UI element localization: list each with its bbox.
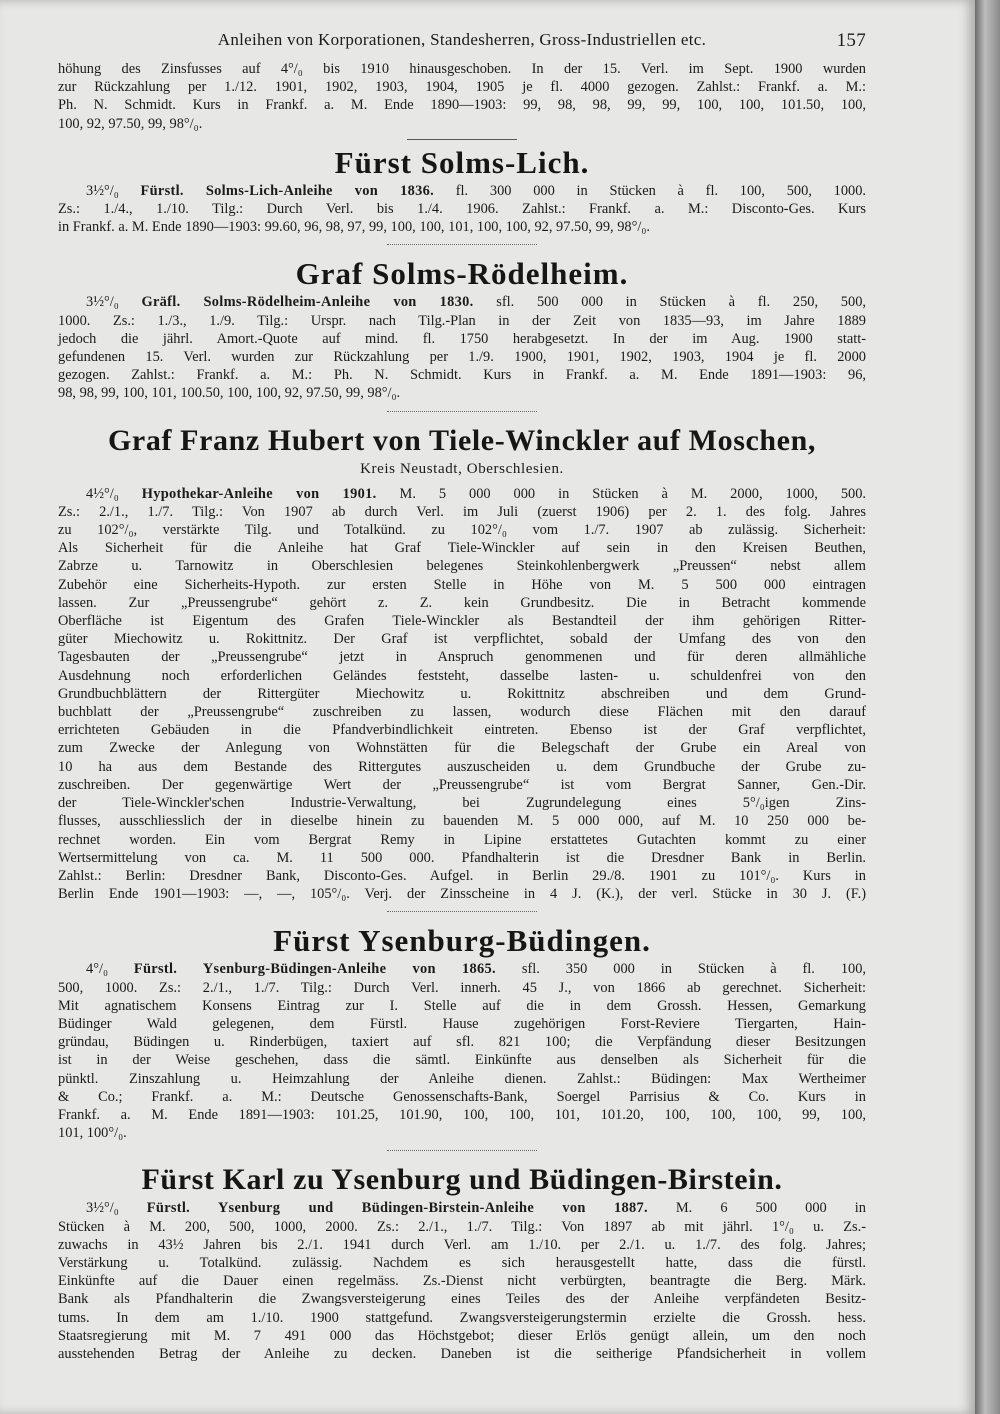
text-line: zur Rückzahlung per 1./12. 1901, 1902, 1903, 1904, 1905 je fl. 4000 gezogen. Zahlst.: Frankf. a. M.: — [58, 79, 866, 96]
loan-name: Hypothekar-Anleihe von 1901. — [141, 485, 377, 502]
text-line: Zabrze u. Tarnowitz in Oberschlesien belegenes Steinkohlenbergwerk „Preussen“ nebst allem — [58, 558, 866, 575]
intro-paragraph — [58, 60, 866, 133]
text-line: Zs.: 2./1., 1./7. Tilg.: Von 1907 ab durch Verl. im Juli (zuerst 1906) per 2. 1. des folg. Jahres — [58, 503, 866, 520]
text-line: jedoch die jährl. Amort.-Quote auf mind. fl. 1750 herabgesetzt. In der im Aug. 1900 statt- — [58, 330, 866, 347]
text-line: Zahlst.: Berlin: Dresdner Bank, Disconto-Ges. Aufgel. in Berlin 29./8. 1901 zu 101°/₀. Kurs in — [58, 867, 866, 884]
lead-rest: M. 6 500 000 in — [675, 1200, 866, 1217]
text-line: 500, 1000. Zs.: 2./1., 1./7. Tilg.: Durch Verl. innerh. 45 J., von 1866 ab gerechnet. Sicherheit: — [58, 979, 866, 996]
text-line: Verstärkung u. Totalkünd. zulässig. Nachdem es sich herausgestellt hatte, dass die fürstl. — [58, 1254, 866, 1271]
text-line: Wertsermittelung von ca. M. 11 500 000. Pfandhalterin ist die Dresdner Bank in Berlin. — [58, 849, 866, 866]
text-line: Berlin Ende 1901—1903: —, —, 105°/₀. Verj. der Zinsscheine in 4 J. (K.), der verl. Stücke in 30 J. (F.) — [58, 886, 866, 903]
text-line: Einkünfte auf die Dauer einen regelmäss. Zs.-Dienst nicht verbürgten, beantragte die Berg. Märk. — [58, 1273, 866, 1290]
section-divider — [387, 411, 537, 412]
lead-rest: fl. 300 000 in Stücken à fl. 100, 500, 1000. — [455, 182, 867, 199]
loan-name: Fürstl. Ysenburg-Büdingen-Anleihe von 1865. — [133, 961, 496, 978]
text-line: Als Sicherheit für die Anleihe hat Graf Tiele-Winckler auf sein in den Kreisen Beuthen, — [58, 540, 866, 557]
loan-name: Gräfl. Solms-Rödelheim-Anleihe von 1830. — [141, 294, 474, 311]
section-heading: Fürst Karl zu Ysenburg und Büdingen-Birstein. — [141, 1163, 783, 1197]
section-divider — [387, 911, 537, 912]
text-line: gründau, Büdingen u. Rinderbügen, taxiert auf sfl. 821 100; die Verpfändung dieser Besitzungen — [58, 1034, 866, 1051]
rate: 3½°/₀ — [86, 294, 119, 311]
loan-name: Fürstl. Ysenburg und Büdingen-Birstein-Anleihe von 1887. — [146, 1200, 648, 1217]
text-line: Stücken à M. 200, 500, 1000, 2000. Zs.: 2./1., 1./7. Tilg.: Von 1897 ab mit jährl. 1°/₀ u. Zs.- — [58, 1218, 866, 1235]
section-body — [58, 960, 866, 1142]
text-line: buchblatt der „Preussengrube“ zuschreiben zu lassen, wodurch diese Flächen mit den darauf — [58, 704, 866, 721]
text-line: ausstehenden Betrag der Anleihe zu decken. Daneben ist die seitherige Pfandsicherheit in vollem — [58, 1345, 866, 1362]
section-heading: Fürst Solms-Lich. — [334, 144, 590, 180]
section-body — [58, 1199, 866, 1363]
text-line: Frankf. a. M. Ende 1891—1903: 101.25, 101.90, 100, 100, 101, 101.20, 100, 100, 100, 99, 100, — [58, 1106, 866, 1123]
section-body — [58, 182, 866, 237]
section-body — [58, 485, 866, 904]
text-line: zuwachs in 43½ Jahren bis 2./1. 1941 durch Verl. am 1./10. per 2./1. u. 1./7. des folg. Jahres; — [58, 1236, 866, 1253]
text-line: Staatsregierung mit M. 7 491 000 das Höchstgebot; dieser Erlös genügt allein, um den noch — [58, 1327, 866, 1344]
text-line: in Frankf. a. M. Ende 1890—1903: 99.60, 96, 98, 97, 99, 100, 100, 101, 100, 100, 92, 97.50, 99, 98°/₀. — [58, 219, 650, 236]
section-divider — [407, 139, 517, 140]
text-line: gezogen. Zahlst.: Frankf. a. M.: Ph. N. Schmidt. Kurs in Frankf. a. M. Ende 1891—1903: 96, — [58, 367, 866, 384]
text-line: & Co.; Frankf. a. M.: Deutsche Genossenschafts-Bank, Soergel Parrisius & Co. Kurs in — [58, 1088, 866, 1105]
page-number: 157 — [836, 30, 866, 51]
rate: 4½°/₀ — [86, 485, 119, 502]
text-line: ist in der Weise geschehen, dass die sämtl. Einkünfte aus denselben als Sicherheit für die — [58, 1052, 866, 1069]
text-line: tums. In dem am 1./10. 1900 stattgefund. Zwangsversteigerungstermin erzielte die Grossh. hess. — [58, 1309, 866, 1326]
section-subtitle: Kreis Neustadt, Oberschlesien. — [360, 460, 564, 477]
text-line: Ausdehnung noch erforderlichen Geländes feststeht, dasselbe lasten- u. schuldenfrei von den — [58, 667, 866, 684]
loan-name: Fürstl. Solms-Lich-Anleihe von 1836. — [140, 182, 434, 199]
text-line: gefundenen 15. Verl. wurden zur Rückzahlung per 1./9. 1900, 1901, 1902, 1903, 1904 je fl. 2000 — [58, 349, 866, 366]
text-line: Büdinger Wald gelegenen, dem Fürstl. Hause zugehörigen Forst-Reviere Tiergarten, Hain- — [58, 1015, 866, 1032]
text-line: 101, 100°/₀. — [58, 1125, 127, 1142]
text-line: rechnet worden. Ein vom Bergrat Remy in Lipine erstattetes Gutachten kommt zu einer — [58, 831, 866, 848]
book-spine-edge — [975, 0, 1000, 1414]
text-line: Tagesbauten der „Preussengrube“ jetzt in Anspruch genommenen und für deren allmähliche — [58, 649, 866, 666]
text-line: pünktl. Zinszahlung u. Heimzahlung der Anleihe dienen. Zahlst.: Büdingen: Max Wertheimer — [58, 1070, 866, 1087]
section-body — [58, 293, 866, 402]
rate: 4°/₀ — [86, 961, 108, 978]
rate: 3½°/₀ — [86, 1200, 119, 1217]
text-line: 98, 98, 99, 100, 101, 100.50, 100, 100, 92, 97.50, 99, 98°/₀. — [58, 385, 401, 402]
lead-line — [58, 485, 866, 503]
lead-line — [58, 182, 866, 200]
text-line: zu 102°/₀, verstärkte Tilg. und Totalkünd. zu 102°/₀ vom 1./7. 1907 ab zulässig. Sicherheit: — [58, 522, 866, 539]
section-heading: Fürst Ysenburg-Büdingen. — [273, 923, 651, 959]
lead-rest: sfl. 350 000 in Stücken à fl. 100, — [521, 961, 867, 978]
section-divider — [387, 244, 537, 245]
rate: 3½°/₀ — [86, 182, 119, 199]
text-line: Ph. N. Schmidt. Kurs in Frankf. a. M. Ende 1890—1903: 99, 98, 98, 99, 99, 100, 100, 101.50, 100, — [58, 97, 866, 114]
section-heading: Graf Franz Hubert von Tiele-Winckler auf Moschen, — [108, 423, 816, 457]
text-line: 10 ha aus dem Bestande des Rittergutes auszuscheiden u. dem Grundbuche der Grube zu- — [58, 758, 866, 775]
text-line: Zubehör eine Sicherheits-Hypoth. zur ersten Stelle in Höhe von M. 5 500 000 eintragen — [58, 576, 866, 593]
text-line: zuschreiben. Der gegenwärtige Wert der „Preussengrube“ ist vom Bergrat Sanner, Gen.-Dir. — [58, 776, 866, 793]
lead-rest: sfl. 500 000 in Stücken à fl. 250, 500, — [496, 294, 866, 311]
text-line: güter Miechowitz u. Rokittnitz. Der Graf ist verpflichtet, sobald der Umfang des von den — [58, 631, 866, 648]
text-line: flusses, ausschliesslich der in dieselbe hinein zu bauenden M. 5 000 000, auf M. 10 250 000 be- — [58, 813, 866, 830]
text-line: Grundbuchblättern der Rittergüter Miechowitz u. Rokittnitz abschreiben und dem Grund- — [58, 685, 866, 702]
running-title: Anleihen von Korporationen, Standesherren, Gross-Industriellen etc. — [217, 30, 707, 49]
section-divider — [387, 1150, 537, 1151]
lead-line — [58, 1199, 866, 1217]
lead-rest: M. 5 000 000 in Stücken à M. 2000, 1000, 500. — [399, 485, 867, 502]
text-line: Bank als Pfandhalterin die Zwangsversteigerung eines Teiles des der Anleihe verpfändeten Besitz- — [58, 1291, 866, 1308]
text-line: Zs.: 1./4., 1./10. Tilg.: Durch Verl. bis 1./4. 1906. Zahlst.: Frankf. a. M.: Disconto-Ges. Kurs — [58, 201, 866, 218]
page-text — [58, 30, 866, 1363]
lead-line — [58, 960, 866, 978]
text-line: lassen. Zur „Preussengrube“ gehört z. Z. kein Grundbesitz. Die in Betracht kommende — [58, 594, 866, 611]
text-line: errichteten Gebäuden in die Pfandverbindlichkeit eintreten. Ebenso ist der Graf verpflichtet, — [58, 722, 866, 739]
text-line: höhung des Zinsfusses auf 4°/₀ bis 1910 hinausgeschoben. In der 15. Verl. im Sept. 1900 wurden — [58, 61, 866, 77]
text-line: der Tiele-Winckler'schen Industrie-Verwaltung, bei Zugrundelegung eines 5°/₀igen Zins- — [58, 795, 866, 812]
text-line: 1000. Zs.: 1./3., 1./9. Tilg.: Urspr. nach Tilg.-Plan in der Zeit von 1835—93, im Jahre 1889 — [58, 312, 866, 329]
text-line: Mit agnatischem Konsens Eintrag zur I. Stelle auf die in dem Grossh. Hessen, Gemarkung — [58, 997, 866, 1014]
text-line: 100, 92, 97.50, 99, 98°/₀. — [58, 115, 203, 132]
running-head — [58, 30, 866, 60]
text-line: Oberfläche ist Eigentum des Grafen Tiele-Winckler als Bestandteil der ihm gehörigen Ritter- — [58, 613, 866, 630]
lead-line — [58, 293, 866, 311]
section-heading: Graf Solms-Rödelheim. — [295, 256, 629, 292]
text-line: zum Zwecke der Anlegung von Wohnstätten für die Belegschaft der Grube ein Areal von — [58, 740, 866, 757]
